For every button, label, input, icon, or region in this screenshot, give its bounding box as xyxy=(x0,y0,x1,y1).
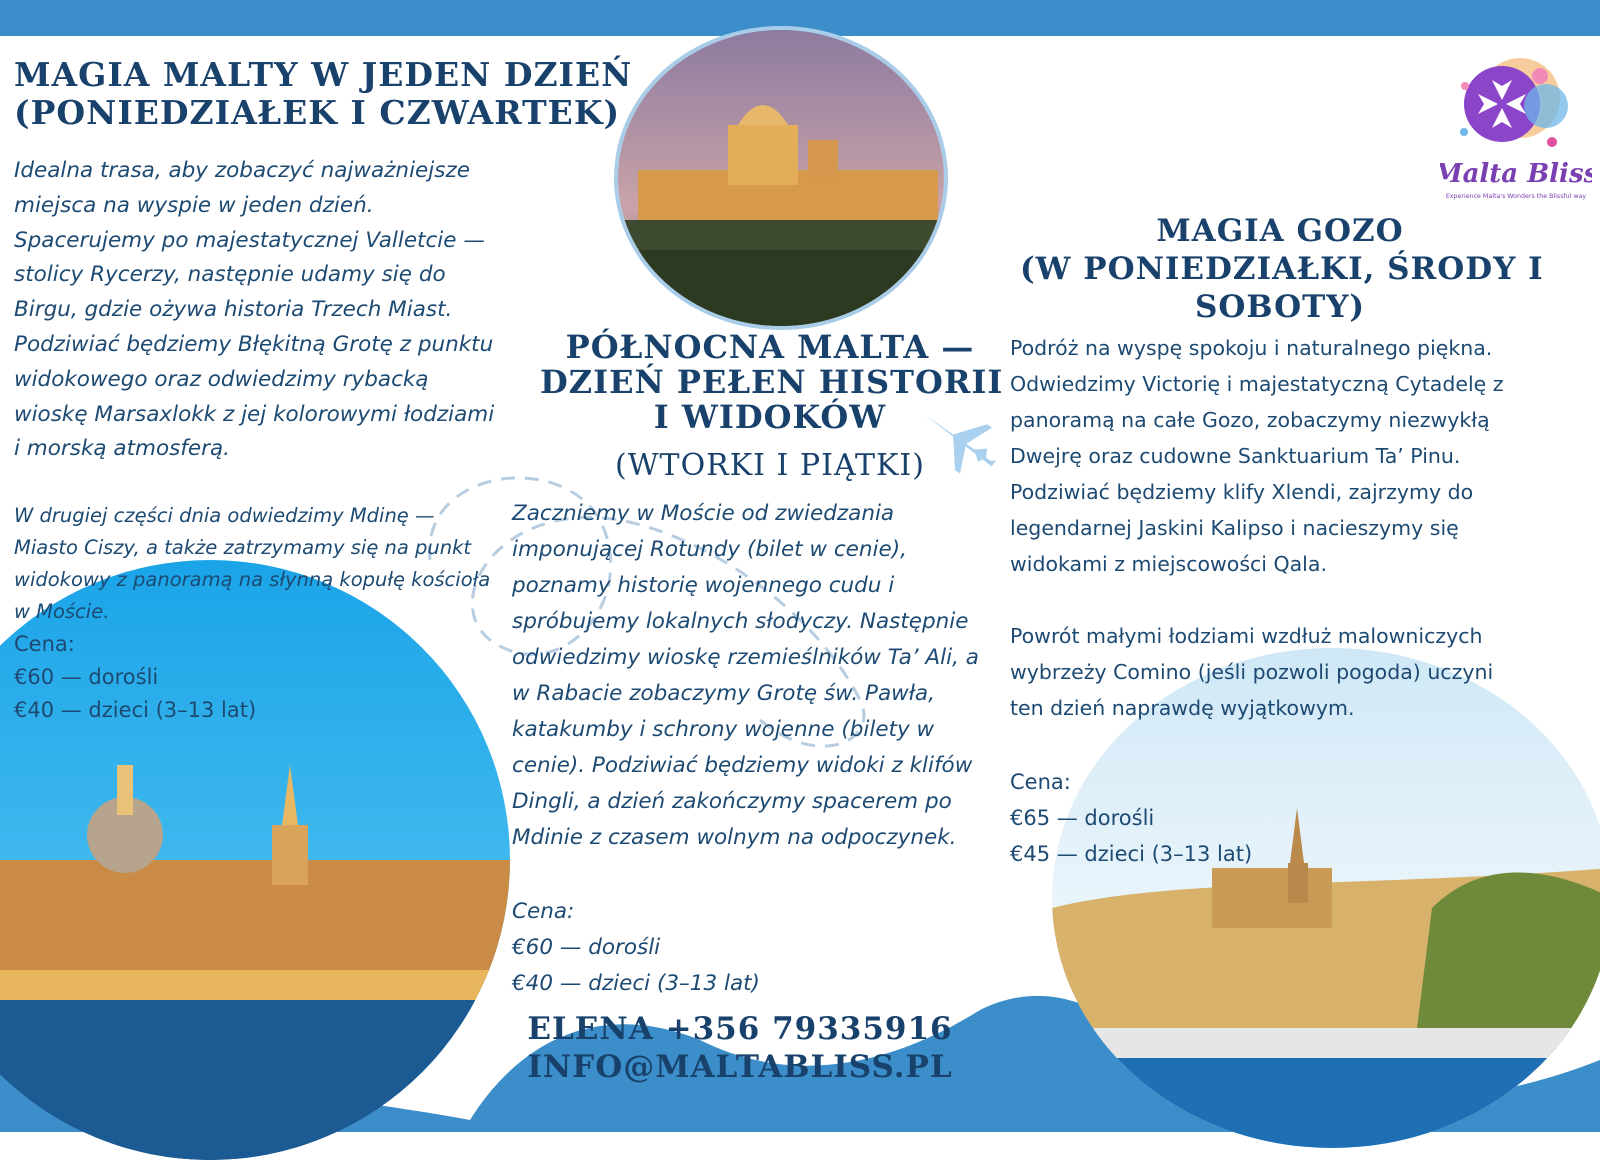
right-para1-line-3: panoramą na całe Gozo, zobaczymy niezwykłą xyxy=(1010,408,1490,432)
right-tour-title xyxy=(1020,212,1544,326)
middle-tour-days: (WTORKI I PIĄTKI) xyxy=(615,448,925,483)
logo-tagline: Experience Malta's Wonders the Blissful way xyxy=(1445,193,1587,200)
mdina-photo xyxy=(614,26,948,330)
contact-email[interactable]: INFO@MALTABLISS.PL xyxy=(527,1049,953,1085)
left-para1-line-4: stolicy Rycerzy, następnie udamy się do xyxy=(14,262,446,288)
right-title-line-2: (W PONIEDZIAŁKI, ŚRODY I xyxy=(1020,251,1544,287)
right-para1-line-5: Podziwiać będziemy klify Xlendi, zajrzymy do xyxy=(1010,480,1474,504)
middle-prices xyxy=(512,894,760,1002)
right-description xyxy=(1010,330,1570,582)
right-para1-line-4: Dwejrę oraz cudowne Sanktuarium Ta’ Pinu. xyxy=(1010,444,1461,468)
middle-para-line-4: spróbujemy lokalnych słodyczy. Następnie xyxy=(512,609,969,634)
left-para2-line-4: w Moście. xyxy=(14,600,110,623)
middle-para-line-10: Mdinie z czasem wolnym na odpoczynek. xyxy=(512,825,957,850)
middle-para-line-6: w Rabacie zobaczymy Grotę św. Pawła, xyxy=(512,681,935,706)
right-price-label: Cena: xyxy=(1010,770,1071,794)
middle-description xyxy=(512,496,992,856)
left-para1-line-2: miejsca na wyspie w jeden dzień. xyxy=(14,192,374,218)
middle-para-line-9: Dingli, a dzień zakończymy spacerem po xyxy=(512,789,952,814)
middle-title-line-3: I WIDOKÓW xyxy=(653,398,887,436)
left-prices xyxy=(14,628,256,727)
right-para2-line-2: wybrzeży Comino (jeśli pozwoli pogoda) uczyni xyxy=(1010,660,1494,684)
contact-phone[interactable]: ELENA +356 79335916 xyxy=(527,1011,953,1047)
right-price-adult: €65 — dorośli xyxy=(1010,806,1155,830)
right-para1-line-2: Odwiedzimy Victorię i majestatyczną Cytadelę z xyxy=(1010,372,1504,396)
left-price-label: Cena: xyxy=(14,632,75,656)
middle-tour-title xyxy=(540,328,1004,436)
left-para2-line-3: widokowy z panoramą na słynną kopułę kościoła xyxy=(14,568,491,591)
middle-para-line-3: poznamy historię wojennego cudu i xyxy=(512,573,895,598)
right-para1-line-6: legendarnej Jaskini Kalipso i nacieszymy się xyxy=(1010,516,1459,540)
middle-price-adult: €60 — dorośli xyxy=(512,935,661,960)
right-para2-line-3: ten dzień naprawdę wyjątkowym. xyxy=(1010,696,1355,720)
left-para1-line-8: wioskę Marsaxlokk z jej kolorowymi łodziami xyxy=(14,401,495,427)
left-para1-line-1: Idealna trasa, aby zobaczyć najważniejsze xyxy=(14,158,470,183)
logo-wordmark: Malta Bliss xyxy=(1440,159,1592,189)
right-price-child: €45 — dzieci (3–13 lat) xyxy=(1010,842,1253,866)
right-para1-line-7: widokami z miejscowości Qala. xyxy=(1010,552,1327,576)
middle-para-line-7: katakumby i schrony wojenne (bilety w xyxy=(512,717,935,742)
middle-para-line-8: cenie). Podziwiać będziemy widoki z klifów xyxy=(512,753,973,778)
middle-para-line-2: imponującej Rotundy (bilet w cenie), xyxy=(512,537,907,562)
right-para2-line-1: Powrót małymi łodziami wzdłuż malowniczych xyxy=(1010,624,1483,648)
right-description-2 xyxy=(1010,618,1570,726)
right-prices xyxy=(1010,764,1252,872)
left-para1-line-5: Birgu, gdzie ożywa historia Trzech Miast. xyxy=(14,297,453,323)
right-para1-line-1: Podróż na wyspę spokoju i naturalnego piękna. xyxy=(1010,336,1493,360)
right-title-line-3: SOBOTY) xyxy=(1194,289,1366,325)
left-tour-title xyxy=(14,56,632,132)
left-para1-line-7: widokowego oraz odwiedzimy rybacką xyxy=(14,366,429,392)
middle-para-line-1: Zaczniemy w Moście od zwiedzania xyxy=(512,501,895,526)
left-para1-line-6: Podziwiać będziemy Błękitną Grotę z punktu xyxy=(14,331,494,357)
left-para1-line-3: Spacerujemy po majestatycznej Valletcie — xyxy=(14,227,485,253)
left-para1-line-9: i morską atmosferą. xyxy=(14,436,230,462)
left-para2-line-2: Miasto Ciszy, a także zatrzymamy się na punkt xyxy=(14,536,472,559)
malta-bliss-logo xyxy=(1440,46,1592,206)
middle-price-child: €40 — dzieci (3–13 lat) xyxy=(512,971,760,996)
middle-title-line-2: DZIEŃ PEŁEN HISTORII xyxy=(540,363,1004,401)
left-title-line-2: (PONIEDZIAŁEK I CZWARTEK) xyxy=(14,93,621,132)
left-description xyxy=(14,154,498,467)
middle-para-line-5: odwiedzimy wioskę rzemieślników Ta’ Ali, a xyxy=(512,645,979,670)
right-title-line-1: MAGIA GOZO xyxy=(1156,213,1404,249)
left-price-child: €40 — dzieci (3–13 lat) xyxy=(14,698,257,722)
left-description-2 xyxy=(14,500,498,628)
left-price-adult: €60 — dorośli xyxy=(14,665,159,689)
left-title-line-1: MAGIA MALTY W JEDEN DZIEŃ xyxy=(14,55,633,94)
middle-title-line-1: PÓŁNOCNA MALTA — xyxy=(565,328,975,366)
left-para2-line-1: W drugiej części dnia odwiedzimy Mdinę — xyxy=(14,504,435,527)
middle-price-label: Cena: xyxy=(512,899,575,924)
